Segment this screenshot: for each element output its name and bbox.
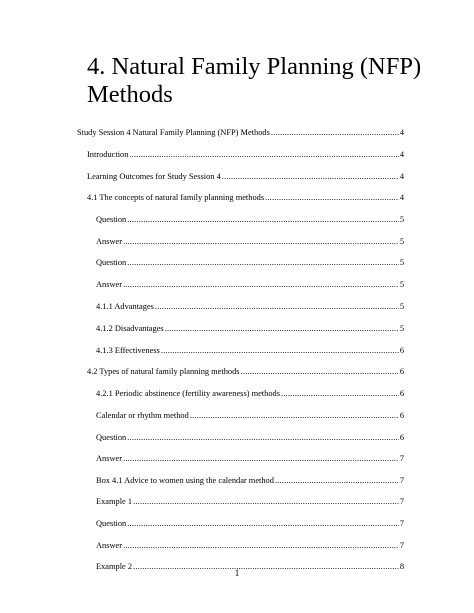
toc-entry-page-number: 8: [399, 562, 404, 571]
toc-entry-label: Learning Outcomes for Study Session 4: [87, 172, 221, 181]
toc-entry-label: Question: [96, 258, 127, 267]
toc-dot-leader: [265, 191, 399, 205]
toc-dot-leader: [222, 170, 399, 184]
toc-dot-leader: [271, 126, 399, 140]
toc-entry-page-number: 7: [399, 541, 404, 550]
toc-dot-leader: [165, 322, 399, 336]
footer-page-number: 1: [234, 568, 240, 578]
toc-entry-label: Example 2: [96, 562, 133, 571]
toc-entry[interactable]: [96, 517, 404, 531]
toc-entry[interactable]: [96, 256, 404, 270]
toc-entry-label: 4.2.1 Periodic abstinence (fertility awareness) methods: [96, 389, 280, 398]
toc-entry[interactable]: [96, 539, 404, 553]
toc-entry-label: Introduction: [87, 150, 129, 159]
toc-entry-label: 4.1.1 Advantages: [96, 302, 154, 311]
toc-entry-page-number: 4: [399, 150, 404, 159]
toc-entry-label: Question: [96, 215, 127, 224]
toc-dot-leader: [123, 452, 399, 466]
toc-entry-page-number: 6: [399, 346, 404, 355]
toc-entry[interactable]: [96, 322, 404, 336]
toc-entry-page-number: 5: [399, 302, 404, 311]
toc-entry[interactable]: [96, 278, 404, 292]
toc-entry[interactable]: [96, 213, 404, 227]
toc-entry-label: Answer: [96, 541, 123, 550]
toc-entry[interactable]: [96, 344, 404, 358]
toc-dot-leader: [123, 278, 399, 292]
toc-dot-leader: [123, 235, 399, 249]
toc-entry-page-number: 6: [399, 367, 404, 376]
toc-dot-leader: [123, 539, 399, 553]
toc-entry-page-number: 7: [399, 476, 404, 485]
toc-entry[interactable]: [87, 148, 404, 162]
toc-entry-label: 4.1.2 Disadvantages: [96, 324, 164, 333]
toc-entry[interactable]: [96, 452, 404, 466]
toc-entry-label: 4.2 Types of natural family planning methods: [87, 367, 240, 376]
toc-entry-page-number: 4: [399, 128, 404, 137]
toc-entry-page-number: 4: [399, 193, 404, 202]
toc-entry-page-number: 5: [399, 280, 404, 289]
toc-entry-page-number: 7: [399, 454, 404, 463]
toc-entry-page-number: 7: [399, 519, 404, 528]
toc-entry-label: 4.1.3 Effectiveness: [96, 346, 160, 355]
toc-dot-leader: [133, 495, 399, 509]
toc-entry[interactable]: [87, 365, 404, 379]
toc-dot-leader: [241, 365, 399, 379]
toc-entry-page-number: 5: [399, 324, 404, 333]
toc-entry[interactable]: [87, 191, 404, 205]
toc-dot-leader: [155, 300, 399, 314]
toc-entry-page-number: 5: [399, 215, 404, 224]
toc-entry[interactable]: [96, 495, 404, 509]
toc-dot-leader: [127, 213, 399, 227]
toc-dot-leader: [161, 344, 399, 358]
chapter-title: 4. Natural Family Planning (NFP) Methods: [87, 53, 422, 108]
toc-entry-page-number: 5: [399, 258, 404, 267]
toc-entry-label: Example 1: [96, 497, 133, 506]
toc-entry-page-number: 6: [399, 411, 404, 420]
toc-entry[interactable]: [87, 170, 404, 184]
toc-entry-label: Calendar or rhythm method: [96, 411, 189, 420]
toc-entry[interactable]: [77, 126, 404, 140]
toc-entry-page-number: 4: [399, 172, 404, 181]
toc-dot-leader: [127, 256, 399, 270]
toc-entry-label: Question: [96, 433, 127, 442]
toc-entry-page-number: 7: [399, 497, 404, 506]
toc-dot-leader: [275, 474, 399, 488]
toc-entry[interactable]: [96, 235, 404, 249]
toc-entry[interactable]: [96, 300, 404, 314]
toc-entry[interactable]: [96, 431, 404, 445]
toc-entry-page-number: 6: [399, 433, 404, 442]
toc-entry[interactable]: [96, 474, 404, 488]
toc-entry-page-number: 5: [399, 237, 404, 246]
toc-entry-label: Answer: [96, 454, 123, 463]
toc-entry[interactable]: [96, 387, 404, 401]
toc-entry-label: Answer: [96, 237, 123, 246]
toc-dot-leader: [190, 409, 399, 423]
toc-dot-leader: [129, 148, 398, 162]
toc-dot-leader: [281, 387, 399, 401]
toc-entry-label: Box 4.1 Advice to women using the calendar method: [96, 476, 274, 485]
toc-entry-label: Answer: [96, 280, 123, 289]
toc-dot-leader: [127, 517, 399, 531]
toc-entry-label: 4.1 The concepts of natural family planning methods: [87, 193, 265, 202]
toc-dot-leader: [127, 431, 399, 445]
toc-entry-page-number: 6: [399, 389, 404, 398]
toc-entry-label: Study Session 4 Natural Family Planning (NFP) Methods: [77, 128, 270, 137]
toc-entry[interactable]: [96, 409, 404, 423]
toc-entry-label: Question: [96, 519, 127, 528]
